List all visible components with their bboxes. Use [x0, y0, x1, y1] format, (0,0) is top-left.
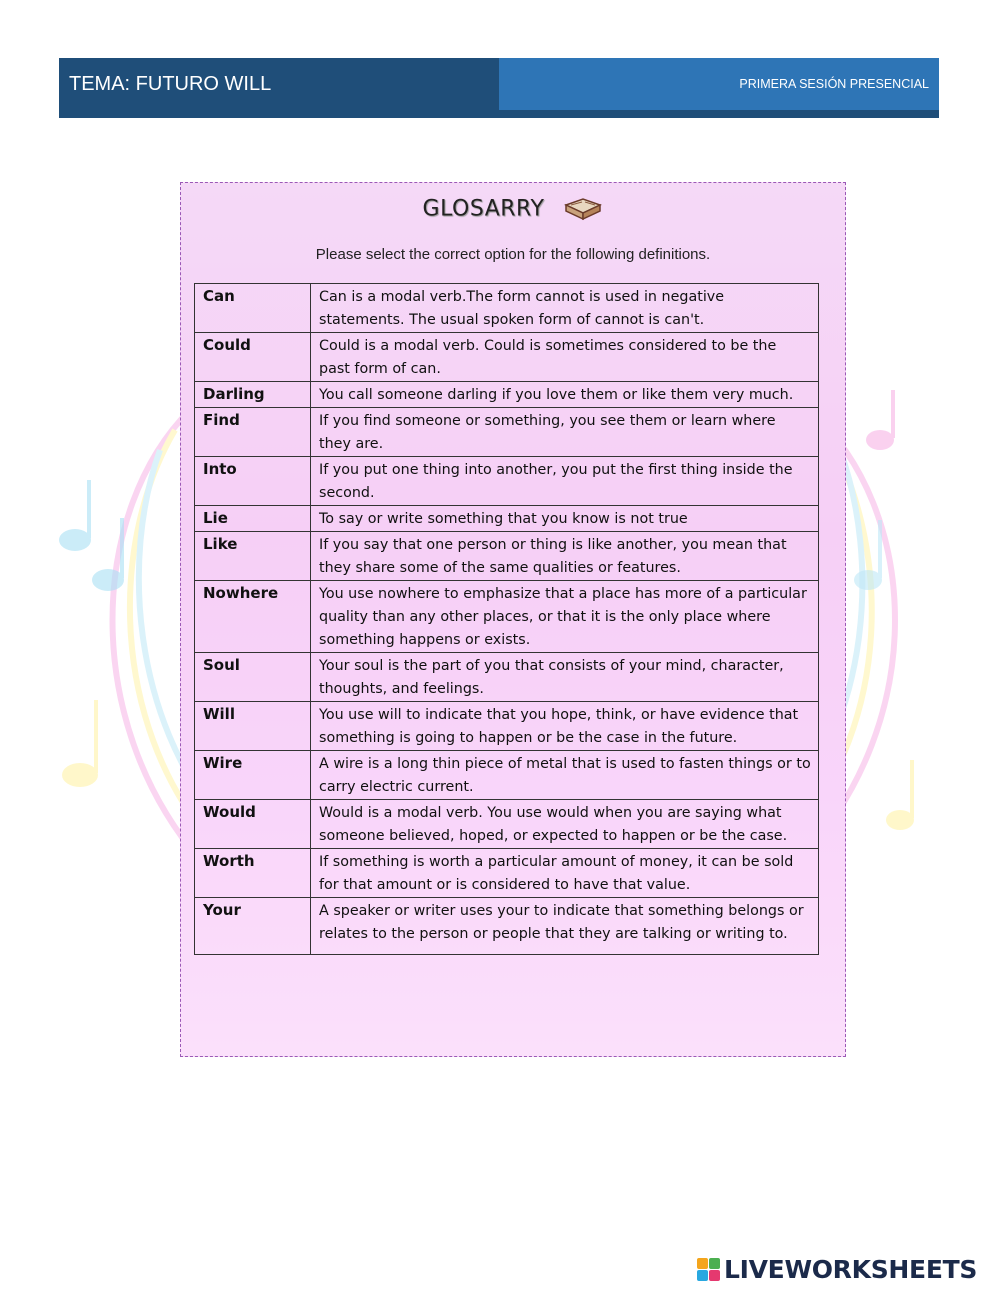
- term-cell: Find: [195, 408, 311, 457]
- liveworksheets-logo[interactable]: [697, 1255, 997, 1285]
- table-row: [195, 382, 819, 408]
- definition-cell: You call someone darling if you love them or like them very much.: [311, 382, 819, 408]
- table-row: [195, 532, 819, 581]
- term-cell: Can: [195, 284, 311, 333]
- topic-title: TEMA: FUTURO WILL: [59, 58, 499, 110]
- liveworksheets-text: LIVEWORKSHEETS: [724, 1255, 978, 1284]
- term-cell: Would: [195, 800, 311, 849]
- term-cell: Wire: [195, 751, 311, 800]
- instructions-text: Please select the correct option for the following definitions.: [315, 246, 711, 263]
- table-row: [195, 581, 819, 653]
- table-row: [195, 898, 819, 955]
- table-row: [195, 751, 819, 800]
- definition-cell: Your soul is the part of you that consists of your mind, character, thoughts, and feelings.: [311, 653, 819, 702]
- term-cell: Like: [195, 532, 311, 581]
- table-row: [195, 506, 819, 532]
- table-row: [195, 702, 819, 751]
- table-row: [195, 800, 819, 849]
- table-row: [195, 457, 819, 506]
- page-header: [59, 58, 939, 118]
- glossary-title: GLOSARRY: [422, 196, 545, 222]
- definition-cell: If you put one thing into another, you put the first thing inside the second.: [311, 457, 819, 506]
- glossary-card: [180, 182, 846, 1057]
- table-row: [195, 849, 819, 898]
- table-row: [195, 284, 819, 333]
- session-label: PRIMERA SESIÓN PRESENCIAL: [499, 58, 939, 110]
- term-cell: Darling: [195, 382, 311, 408]
- definition-cell: You use will to indicate that you hope, think, or have evidence that something is going to happen or be the case in the future.: [311, 702, 819, 751]
- definition-cell: If something is worth a particular amount of money, it can be sold for that amount or is considered to have that value.: [311, 849, 819, 898]
- term-cell: Worth: [195, 849, 311, 898]
- term-cell: Nowhere: [195, 581, 311, 653]
- glossary-table: [194, 283, 819, 955]
- table-row: [195, 653, 819, 702]
- definition-cell: A speaker or writer uses your to indicate that something belongs or relates to the person or people that they are talking or writing to.: [311, 898, 819, 955]
- table-row: [195, 333, 819, 382]
- definition-cell: A wire is a long thin piece of metal that is used to fasten things or to carry electric current.: [311, 751, 819, 800]
- definition-cell: Would is a modal verb. You use would when you are saying what someone believed, hoped, or expected to happen or be the case.: [311, 800, 819, 849]
- term-cell: Your: [195, 898, 311, 955]
- definition-cell: Can is a modal verb.The form cannot is used in negative statements. The usual spoken form of cannot is can't.: [311, 284, 819, 333]
- book-icon: [563, 195, 603, 223]
- definition-cell: If you find someone or something, you see them or learn where they are.: [311, 408, 819, 457]
- definition-cell: Could is a modal verb. Could is sometimes considered to be the past form of can.: [311, 333, 819, 382]
- definition-cell: You use nowhere to emphasize that a place has more of a particular quality than any other places, or that it is the only place where something happens or exists.: [311, 581, 819, 653]
- glossary-title-row: [181, 195, 845, 223]
- term-cell: Lie: [195, 506, 311, 532]
- term-cell: Will: [195, 702, 311, 751]
- definition-cell: To say or write something that you know is not true: [311, 506, 819, 532]
- definition-cell: If you say that one person or thing is like another, you mean that they share some of the same qualities or features.: [311, 532, 819, 581]
- table-row: [195, 408, 819, 457]
- term-cell: Soul: [195, 653, 311, 702]
- header-underline: [59, 110, 939, 118]
- term-cell: Could: [195, 333, 311, 382]
- term-cell: Into: [195, 457, 311, 506]
- liveworksheets-icon: [697, 1258, 721, 1282]
